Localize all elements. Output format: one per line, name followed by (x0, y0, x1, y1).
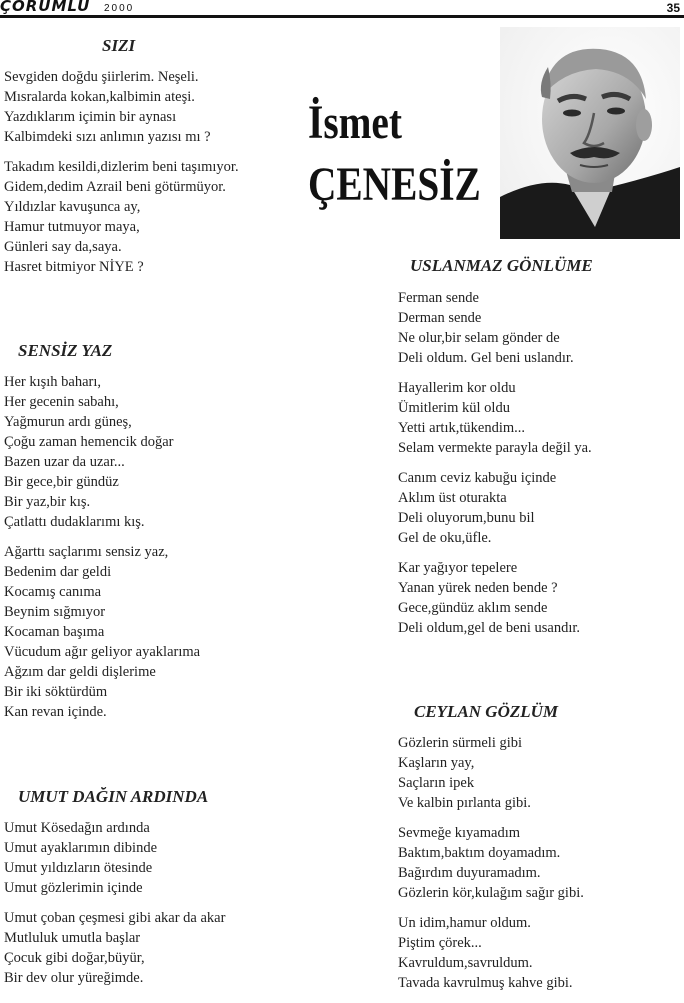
author-last-name: ÇENESİZ (308, 158, 481, 211)
poem-line: Kar yağıyor tepelere (398, 560, 518, 576)
poem-line: Hayallerim kor oldu (398, 380, 516, 396)
poem-title-ceylan-gozlum: CEYLAN GÖZLÜM (414, 702, 559, 721)
poem-line: Günleri say da,saya. (4, 239, 122, 255)
poem-line: Mutluluk umutla başlar (4, 930, 141, 946)
poem-line: Kalbimdeki sızı anlımın yazısı mı ? (4, 129, 211, 145)
author-photo (500, 27, 680, 239)
poem-line: Ve kalbin pırlanta gibi. (398, 795, 531, 811)
poem-line: Sevmeğe kıyamadım (398, 825, 521, 841)
poem-line: Beynim sığmıyor (4, 604, 106, 620)
poem-line: Umut ayaklarımın dibinde (4, 840, 158, 856)
poem-line: Yetti artık,tükendim... (398, 420, 526, 436)
poem-stanza (4, 908, 225, 988)
poem-line: Bir dev olur yüreğimde. (4, 970, 144, 986)
poem-line: Saçların ipek (398, 775, 475, 791)
poem-line: Yağmurun ardı güneş, (4, 414, 132, 430)
magazine-logo: ÇORUMLU (0, 0, 91, 15)
poem-stanza (4, 372, 200, 532)
poem-line: Kocaman başıma (4, 624, 105, 640)
poem-line: Çatlattı dudaklarımı kış. (4, 514, 145, 530)
poem-title-umut-dagin-ardinda: UMUT DAĞIN ARDINDA (18, 787, 209, 806)
poem-line: Ağzım dar geldi dişlerime (4, 664, 156, 680)
poem-line: Çoğu zaman hemencik doğar (4, 434, 174, 450)
poem-line: Umut Kösedağın ardında (4, 820, 150, 836)
poem-line: Ümitlerim kül oldu (398, 400, 510, 416)
page-number: 35 (666, 1, 680, 15)
poem-line: Çocuk gibi doğar,büyür, (4, 950, 145, 966)
poem-line: Hamur tutmuyor maya, (4, 219, 140, 235)
poem-line: Deli oluyorum,bunu bil (398, 510, 535, 526)
poem-line: Kaşların yay, (398, 755, 475, 771)
author-portrait-image (500, 27, 680, 239)
author-name (308, 92, 481, 216)
issue-year: 2000 (104, 3, 135, 14)
poem-line: Ferman sende (398, 290, 479, 306)
poem-stanza (398, 823, 584, 903)
poem-line: Bedenim dar geldi (4, 564, 112, 580)
poem-line: Tavada kavrulmuş kahve gibi. (398, 975, 573, 991)
poem-line: Selam vermekte parayla değil ya. (398, 440, 592, 456)
poem-line: Bir yaz,bir kış. (4, 494, 91, 510)
poem-stanza (398, 288, 592, 368)
poem-line: Sevgiden doğdu şiirlerim. Neşeli. (4, 69, 199, 85)
poem-line: Un idim,hamur oldum. (398, 915, 531, 931)
poem-line: Gözlerin kör,kulağım sağır gibi. (398, 885, 584, 901)
poem-line: Umut yıldızların ötesinde (4, 860, 153, 876)
poem-line: Gidem,dedim Azrail beni götürmüyor. (4, 179, 226, 195)
poem-line: Gece,gündüz aklım sende (398, 600, 548, 616)
poem-title-uslanmaz-gonlume: USLANMAZ GÖNLÜME (410, 256, 593, 275)
poem-line: Umut çoban çeşmesi gibi akar da akar (4, 910, 226, 926)
poem-line: Yazdıklarım içimin bir aynası (4, 109, 177, 125)
poem-line: Her kışıh baharı, (4, 374, 102, 390)
page-header (0, 0, 684, 18)
poem-line: Canım ceviz kabuğu içinde (398, 470, 557, 486)
poem-line: Umut gözlerimin içinde (4, 880, 143, 896)
poem-line: Baktım,baktım doyamadım. (398, 845, 561, 861)
poem-line: Bazen uzar da uzar... (4, 454, 125, 470)
poem-line: Deli oldum,gel de beni usandır. (398, 620, 581, 636)
author-first-name: İsmet (308, 96, 403, 149)
poem-stanza (398, 468, 592, 548)
poem-line: Bir gece,bir gündüz (4, 474, 119, 490)
poem-stanza (398, 558, 592, 638)
poem-line: Takadım kesildi,dizlerim beni taşımıyor. (4, 159, 239, 175)
poem-line: Hasret bitmiyor NİYE ? (4, 259, 144, 275)
poem-body-sizi (4, 67, 239, 287)
poem-stanza (4, 157, 239, 277)
poem-line: Ağarttı saçlarımı sensiz yaz, (4, 544, 169, 560)
poem-line: Vücudum ağır geliyor ayaklarıma (4, 644, 201, 660)
poem-body-ceylan-gozlum (398, 733, 584, 1003)
poem-line: Kocamış canıma (4, 584, 102, 600)
poem-line: Ne olur,bir selam gönder de (398, 330, 560, 346)
poem-line: Piştim çörek... (398, 935, 482, 951)
poem-line: Aklım üst oturakta (398, 490, 507, 506)
poem-line: Her gecenin sabahı, (4, 394, 119, 410)
poem-line: Kan revan içinde. (4, 704, 107, 720)
poem-body-uslanmaz-gonlume (398, 288, 592, 648)
header-rule (0, 15, 684, 18)
poem-stanza (398, 913, 584, 993)
poem-stanza (4, 542, 200, 722)
poem-stanza (4, 67, 239, 147)
poem-line: Kavruldum,savruldum. (398, 955, 533, 971)
poem-line: Bir iki söktürdüm (4, 684, 108, 700)
poem-title-sizi: SIZI (102, 36, 136, 55)
poem-stanza (398, 378, 592, 458)
poem-line: Bağırdım duyuramadım. (398, 865, 541, 881)
poem-line: Deli oldum. Gel beni uslandır. (398, 350, 574, 366)
poem-line: Gözlerin sürmeli gibi (398, 735, 523, 751)
poem-body-sensiz-yaz (4, 372, 200, 732)
poem-stanza (398, 733, 584, 813)
poem-stanza (4, 818, 225, 898)
poem-body-umut-dagin-ardinda (4, 818, 225, 998)
poem-line: Mısralarda kokan,kalbimin ateşi. (4, 89, 195, 105)
poem-line: Derman sende (398, 310, 482, 326)
poem-line: Yanan yürek neden bende ? (398, 580, 558, 596)
poem-title-sensiz-yaz: SENSİZ YAZ (18, 341, 113, 360)
poem-line: Yıldızlar kavuşunca ay, (4, 199, 141, 215)
poem-line: Gel de oku,üfle. (398, 530, 492, 546)
